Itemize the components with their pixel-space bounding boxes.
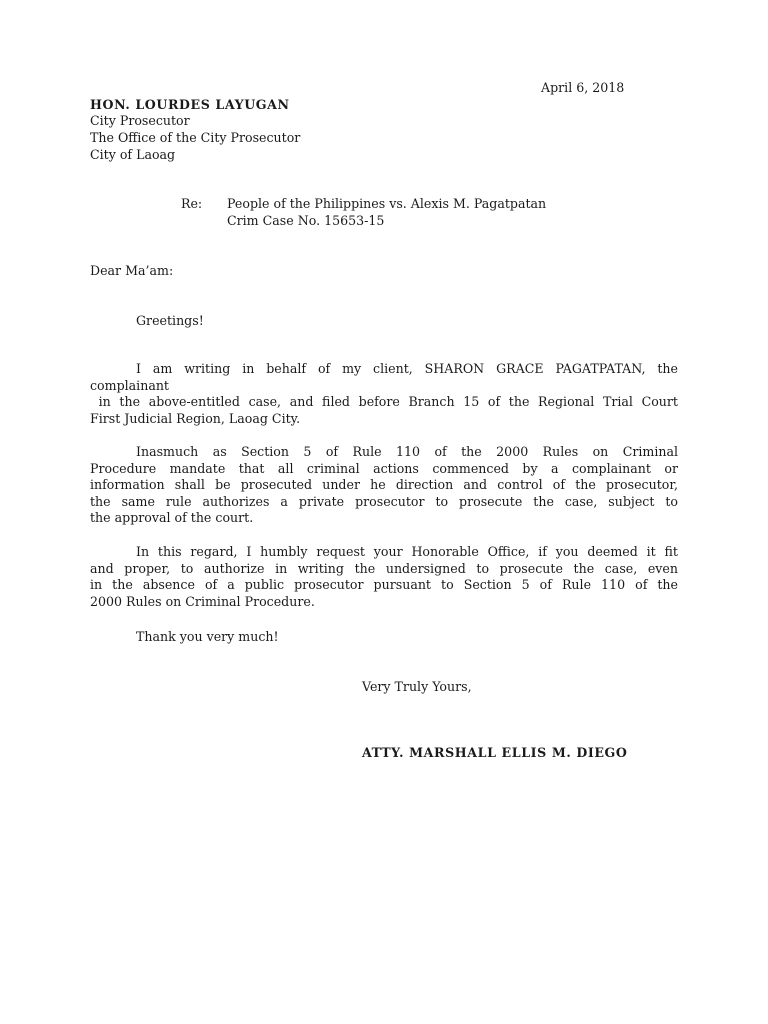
re-case-title: People of the Philippines vs. Alexis M. Pagatpatan	[227, 196, 547, 211]
paragraph-line: In this regard, I humbly request your Honorable Office, if you deemed it fit	[136, 544, 678, 559]
recipient-name: HON. LOURDES LAYUGAN	[90, 97, 290, 112]
paragraph-line: 2000 Rules on Criminal Procedure.	[90, 593, 315, 609]
paragraph-client	[90, 361, 678, 427]
paragraph-line: complainant	[90, 377, 169, 393]
recipient-city: City of Laoag	[90, 147, 176, 162]
paragraph-line: the same rule authorizes a private prosecutor to prosecute the case, subject to	[90, 493, 678, 509]
recipient-office: The Office of the City Prosecutor	[90, 130, 301, 145]
letter-date: April 6, 2018	[541, 80, 625, 95]
paragraph-line: First Judicial Region, Laoag City.	[90, 410, 301, 426]
paragraph-line: Inasmuch as Section 5 of Rule 110 of the 2000 Rules on Criminal	[136, 444, 678, 459]
paragraph-request	[90, 544, 678, 610]
thanks-line: Thank you very much!	[136, 629, 279, 644]
re-label: Re:	[181, 196, 203, 211]
paragraph-rule	[90, 444, 678, 527]
paragraph-line: the approval of the court.	[90, 510, 254, 526]
closing: Very Truly Yours,	[362, 679, 472, 694]
paragraph-line: in the absence of a public prosecutor pursuant to Section 5 of Rule 110 of the	[90, 577, 678, 593]
paragraph-line: information shall be prosecuted under he direction and control of the prosecutor,	[90, 477, 678, 493]
paragraph-line: and proper, to authorize in writing the undersigned to prosecute the case, even	[90, 560, 678, 576]
salutation: Dear Ma’am:	[90, 263, 174, 278]
signatory-name: ATTY. MARSHALL ELLIS M. DIEGO	[362, 745, 628, 760]
greeting: Greetings!	[136, 313, 204, 328]
re-case-number: Crim Case No. 15653-15	[227, 213, 385, 228]
paragraph-line: in the above-entitled case, and filed before Branch 15 of the Regional Trial Court	[90, 394, 678, 410]
paragraph-line: I am writing in behalf of my client, SHARON GRACE PAGATPATAN, the	[136, 361, 678, 376]
recipient-title: City Prosecutor	[90, 113, 190, 128]
paragraph-line: Procedure mandate that all criminal actions commenced by a complainant or	[90, 460, 678, 476]
